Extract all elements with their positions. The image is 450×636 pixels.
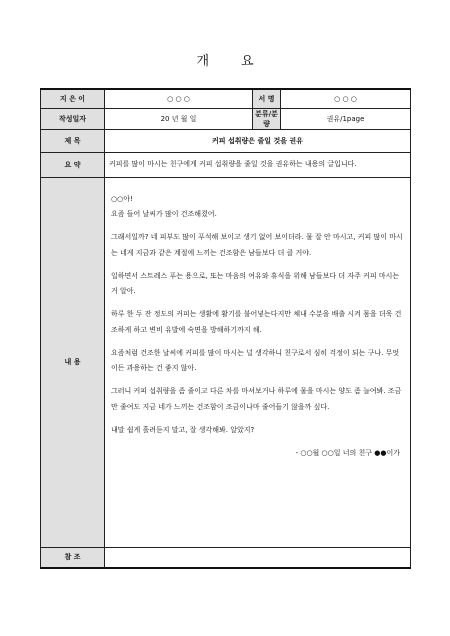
content-paragraph: 그러니 커피 섭취량을 좀 줄이고 다른 차를 마셔보거나 하루에 물을 마시는 양도 좀 늘여봐. 조금만 줄여도 지금 네가 느끼는 건조함이 조금이나마 줄어들기 않을까 싶다. [111,387,402,411]
reference-value [105,547,411,568]
signature: - ○○월 ○○일 너의 친구 ●●이가 [295,448,400,457]
content-body [105,177,411,547]
author-value: ○ ○ ○ [105,89,253,108]
summary-label: 요 약 [41,152,105,177]
date-label: 작성일자 [41,108,105,129]
content-paragraph: 하루 한 두 잔 정도의 커피는 생활에 활기를 불어넣는다지만 체내 수분을 배출 시켜 몸을 더욱 건조하게 하고 변비 유발에 숙면을 방해하기까지 해. [111,310,402,334]
subject-label: 제 목 [41,129,105,152]
writer-label [253,89,281,108]
reference-label: 참 조 [41,547,105,568]
author-label: 지 은 이 [41,89,105,108]
content-paragraph: 일하면서 스트레스 푸는 용으로, 또는 마음의 여유와 휴식을 위해 남들보다 더 자주 커피 마시는 거 알아. [111,271,400,295]
writer-label-text: 서 명 [258,94,275,103]
subject-row [41,129,411,152]
content-paragraph: 그래서일까? 네 피부도 많이 푸석해 보이고 생기 없어 보이더라. 물 잘 안 마시고, 커피 많이 마시는 네게 지금과 같은 계절에 느끼는 건조함은 남들보다 더 클 거야. [111,233,403,257]
author-row [41,89,411,108]
category-value: 권유/1page [281,108,411,129]
content-paragraph: ○○아! 요즘 들어 날씨가 많이 건조해졌어. [111,194,217,218]
document-title [0,50,450,69]
category-label: 분류/분량 [253,108,281,129]
content-row [41,177,411,547]
title-char: 요 [241,54,254,69]
writer-value: ○ ○ ○ [281,89,411,108]
date-value: 20 년 월 일 [105,108,253,129]
summary-row [41,152,411,177]
overview-form-table [40,88,411,569]
content-paragraph: 요즘처럼 건조한 날씨에 커피를 많이 마시는 널 생각하니 친구로서 심히 걱정이 되는 구나. 무엇이든 과용하는 건 좋지 않아. [111,348,400,372]
content-paragraph: 내말 쉽게 흘려듣지 말고, 잘 생각해봐. 알았지? [111,425,255,434]
reference-row [41,547,411,568]
content-label: 내 용 [41,177,105,547]
subject-value: 커피 섭취량은 줄일 것을 권유 [105,129,411,152]
summary-value: 커피를 많이 마시는 친구에게 커피 섭취량을 줄일 것을 권유하는 내용의 글입니다. [105,152,411,177]
date-row [41,108,411,129]
title-char: 개 [196,54,209,69]
